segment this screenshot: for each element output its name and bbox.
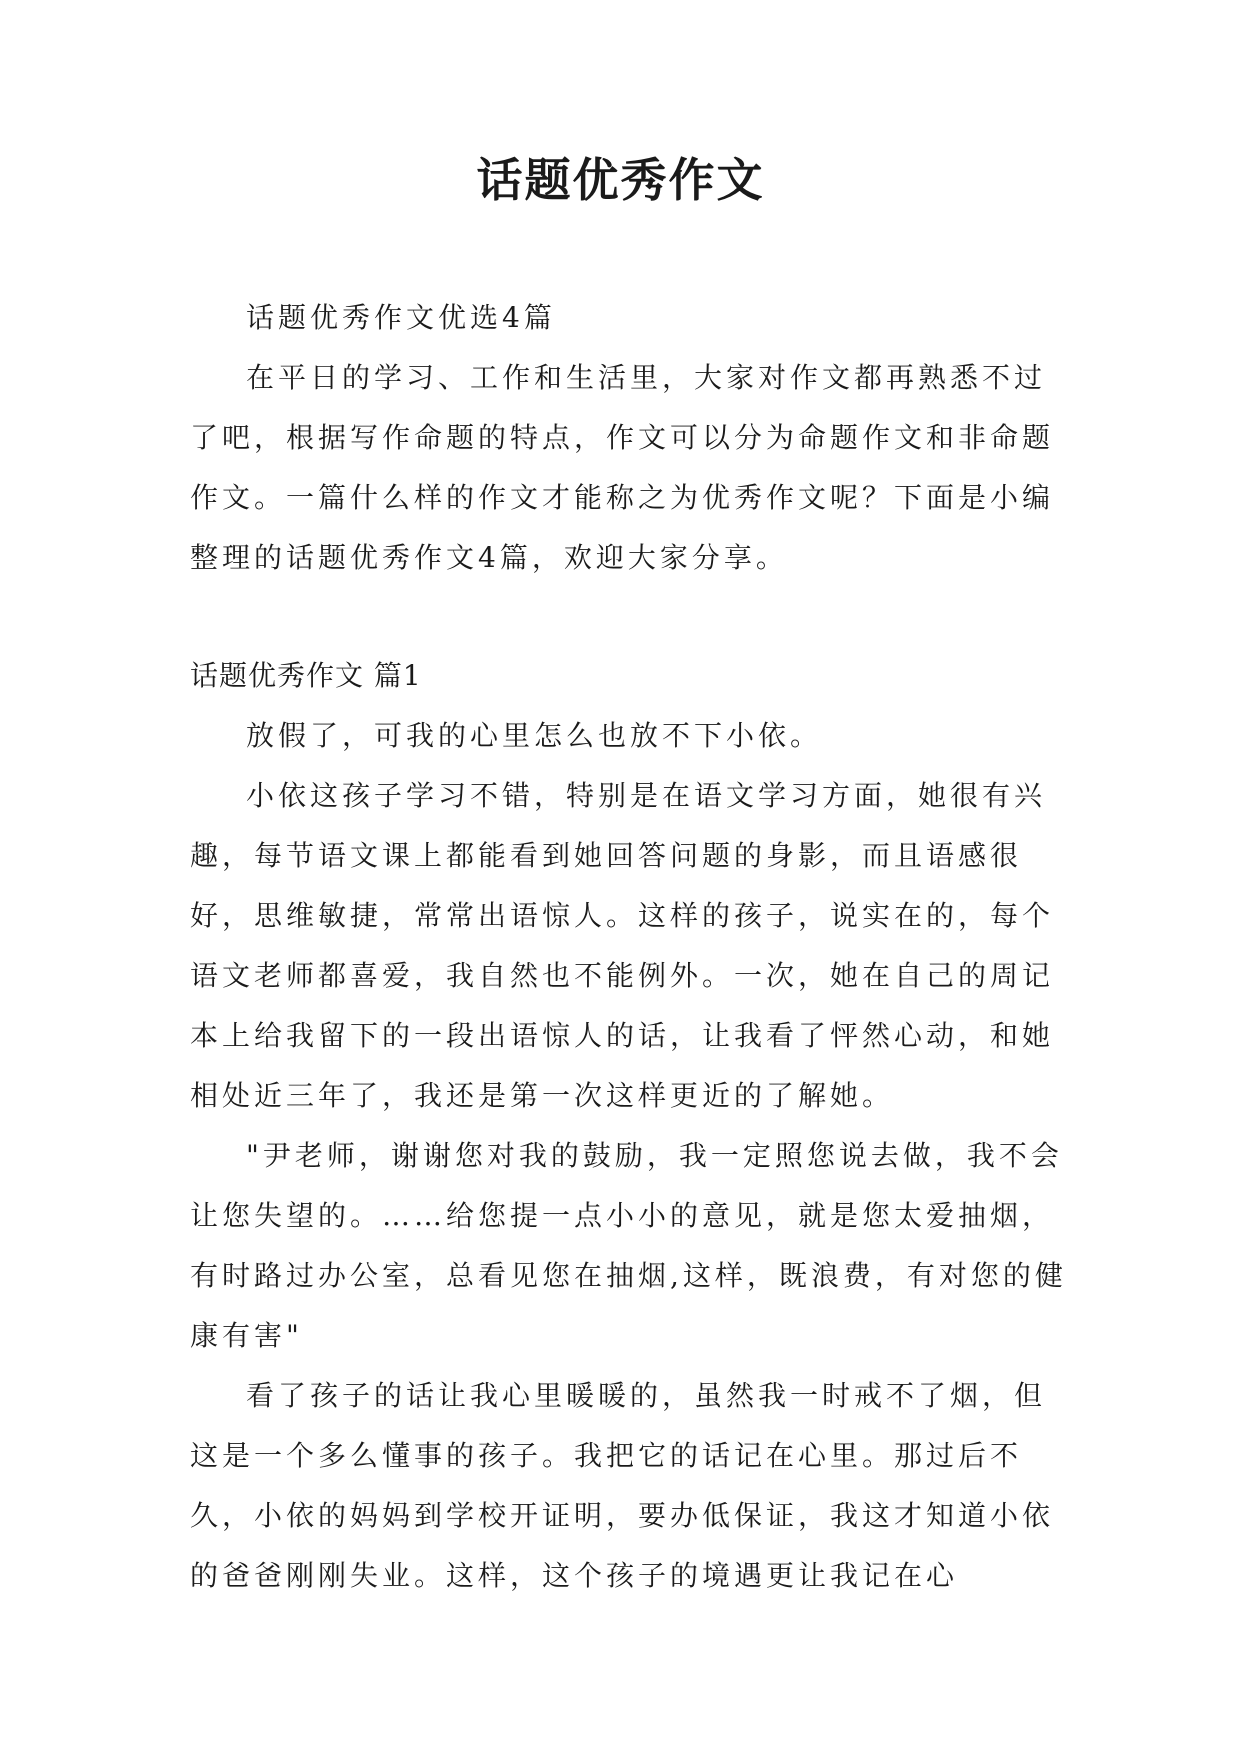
- paragraph: 看了孩子的话让我心里暖暖的，虽然我一时戒不了烟，但这是一个多么懂事的孩子。我把它的话记在心里。那过后不久，小依的妈妈到学校开证明，要办低保证，我这才知道小依的爸爸刚刚失业。这样，这个孩子的境遇更让我记在心: [190, 1379, 1055, 1592]
- document-title: 话题优秀作文: [476, 153, 765, 207]
- paragraph: "尹老师，谢谢您对我的鼓励，我一定照您说去做，我不会让您失望的。……给您提一点小小的意见，就是您太爱抽烟，有时路过办公室，总看见您在抽烟,这样，既浪费，有对您的健康有害": [190, 1139, 1067, 1352]
- intro-subtitle: 话题优秀作文优选4篇: [246, 301, 556, 334]
- document-body: [190, 288, 1070, 1606]
- paragraph: 小依这孩子学习不错，特别是在语文学习方面，她很有兴趣，每节语文课上都能看到她回答问题的身影，而且语感很好，思维敏捷，常常出语惊人。这样的孩子，说实在的，每个语文老师都喜爱，我自然也不能例外。一次，她在自己的周记本上给我留下的一段出语惊人的话，让我看了怦然心动，和她相处近三年了，我还是第一次这样更近的了解她。: [190, 779, 1055, 1112]
- section-spacer: [190, 588, 1070, 646]
- intro-paragraph: 在平日的学习、工作和生活里，大家对作文都再熟悉不过了吧，根据写作命题的特点，作文可以分为命题作文和非命题作文。一篇什么样的作文才能称之为优秀作文呢？下面是小编整理的话题优秀作文4篇，欢迎大家分享。: [190, 361, 1055, 574]
- section-heading: 话题优秀作文 篇1: [190, 659, 422, 692]
- paragraph: 放假了，可我的心里怎么也放不下小依。: [246, 719, 823, 752]
